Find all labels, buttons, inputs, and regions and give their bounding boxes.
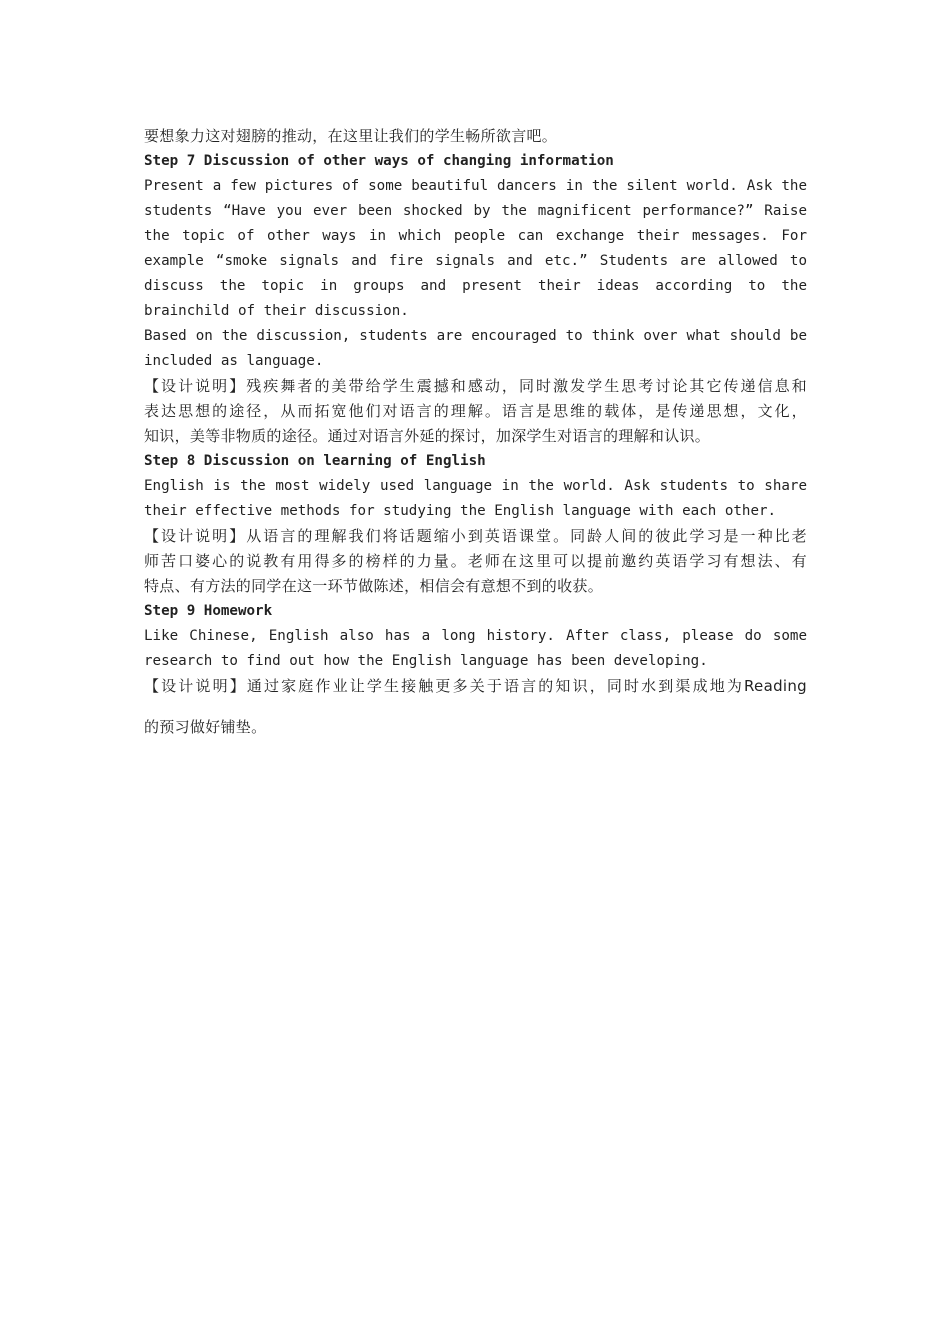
step7-design-note: 【设计说明】残疾舞者的美带给学生震撼和感动，同时激发学生思考讨论其它传递信息和 [144, 377, 807, 395]
document-page [144, 124, 807, 740]
step7-body-line: Present a few pictures of some beautiful dancers in the silent world. Ask the [144, 178, 807, 194]
step7-body-line: brainchild of their discussion. [144, 303, 409, 319]
step8-heading: Step 8 Discussion on learning of English [144, 453, 486, 469]
step7-body-line: students “Have you ever been shocked by the magnificent performance?” Raise [144, 203, 807, 219]
step8-design-note: 【设计说明】从语言的理解我们将话题缩小到英语课堂。同龄人间的彼此学习是一种比老 [144, 527, 807, 545]
step9-body-line: Like Chinese, English also has a long history. After class, please do some [144, 628, 807, 644]
step9-heading: Step 9 Homework [144, 603, 273, 619]
step9-design-note: 的预习做好铺垫。 [144, 718, 267, 736]
step9-design-note: 【设计说明】通过家庭作业让学生接触更多关于语言的知识，同时水到渠成地为Reading [144, 677, 807, 695]
step8-body-line: English is the most widely used language in the world. Ask students to share [144, 478, 807, 494]
step7-body2-line: Based on the discussion, students are encouraged to think over what should be [144, 328, 807, 344]
step7-body-line: example “smoke signals and fire signals and etc.” Students are allowed to [144, 253, 807, 269]
step7-body-line: discuss the topic in groups and present their ideas according to the [144, 278, 807, 294]
step7-design-note: 知识，美等非物质的途径。通过对语言外延的探讨，加深学生对语言的理解和认识。 [144, 427, 711, 445]
step9-body-line: research to find out how the English language has been developing. [144, 653, 708, 669]
step7-body2-line: included as language. [144, 353, 324, 369]
step7-heading: Step 7 Discussion of other ways of changing information [144, 153, 614, 169]
intro-line: 要想象力这对翅膀的推动，在这里让我们的学生畅所欲言吧。 [144, 127, 558, 145]
step8-body-line: their effective methods for studying the English language with each other. [144, 503, 777, 519]
step7-body-line: the topic of other ways in which people can exchange their messages. For [144, 228, 807, 244]
step8-design-note: 特点、有方法的同学在这一环节做陈述，相信会有意想不到的收获。 [144, 577, 604, 595]
step8-design-note: 师苦口婆心的说教有用得多的榜样的力量。老师在这里可以提前邀约英语学习有想法、有 [144, 552, 807, 570]
step7-design-note: 表达思想的途径，从而拓宽他们对语言的理解。语言是思维的载体，是传递思想，文化， [144, 402, 807, 420]
